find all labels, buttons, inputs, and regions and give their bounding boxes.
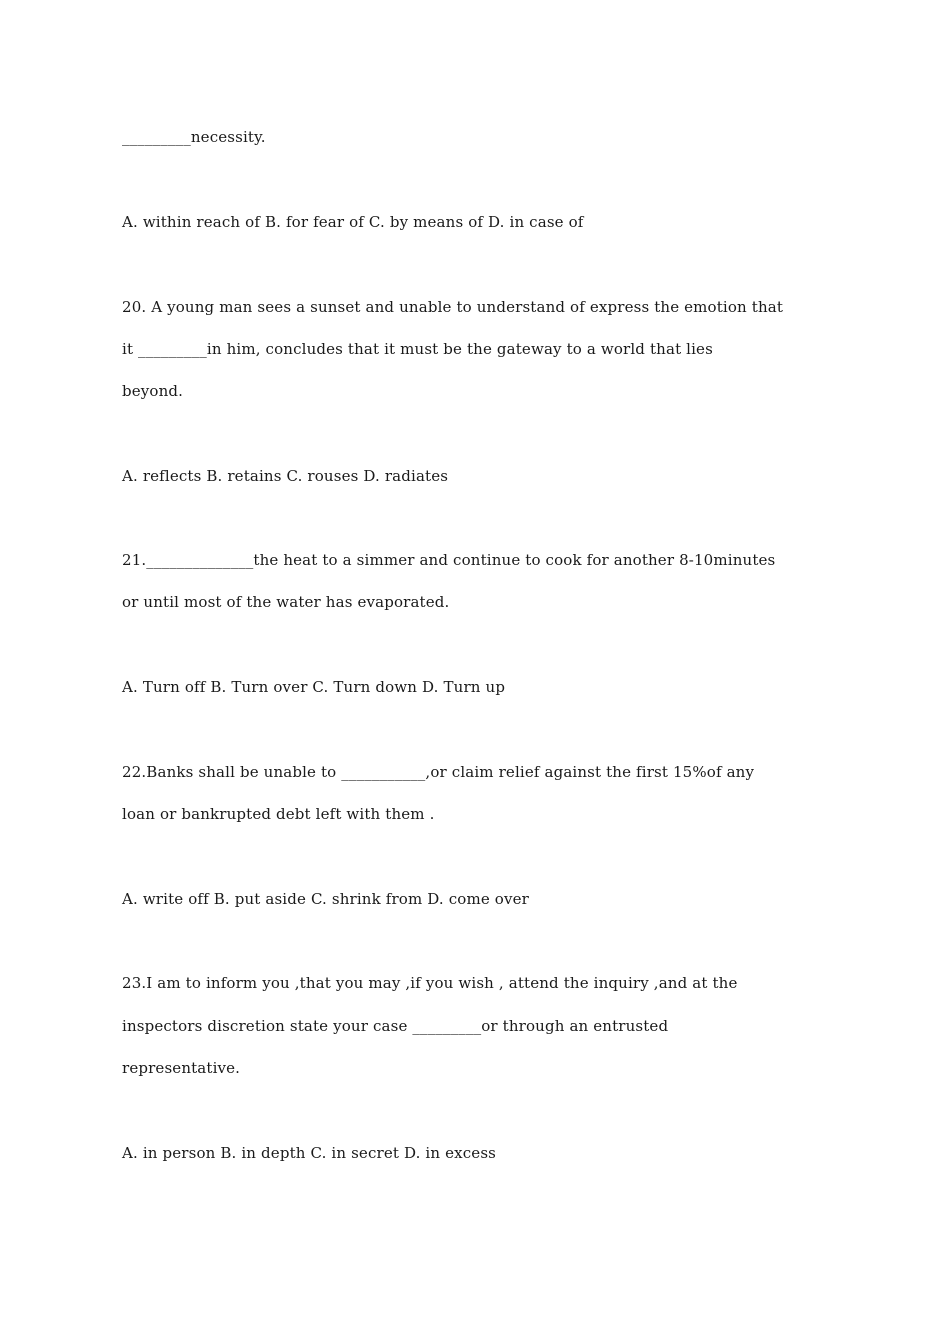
q22-stem-line-2: loan or bankrupted debt left with them . [122, 805, 435, 823]
q21-options: A. Turn off B. Turn over C. Turn down D. Turn up [122, 678, 506, 696]
q20-stem-line-3: beyond. [122, 382, 184, 400]
q21-stem-line-2: or until most of the water has evaporated. [122, 593, 450, 611]
q23-stem-line-2: inspectors discretion state your case _________or through an entrusted [122, 1017, 669, 1035]
q23-options: A. in person B. in depth C. in secret D. in excess [122, 1144, 497, 1162]
q19-stem-tail: _________necessity. [122, 128, 266, 146]
q22-options: A. write off B. put aside C. shrink from D. come over [122, 890, 529, 908]
q20-stem-line-2: it _________in him, concludes that it must be the gateway to a world that lies [122, 340, 713, 358]
q21-stem-line-1: 21.______________the heat to a simmer and continue to cook for another 8-10minutes [122, 551, 776, 569]
q23-stem-line-1: 23.I am to inform you ,that you may ,if you wish , attend the inquiry ,and at the [122, 974, 738, 992]
q20-stem-line-1: 20. A young man sees a sunset and unable to understand of express the emotion that [122, 298, 784, 316]
q20-options: A. reflects B. retains C. rouses D. radiates [122, 467, 449, 485]
q22-stem-line-1: 22.Banks shall be unable to ___________,or claim relief against the first 15%of any [122, 763, 755, 781]
q23-stem-line-3: representative. [122, 1059, 241, 1077]
q19-options: A. within reach of B. for fear of C. by means of D. in case of [122, 213, 584, 231]
